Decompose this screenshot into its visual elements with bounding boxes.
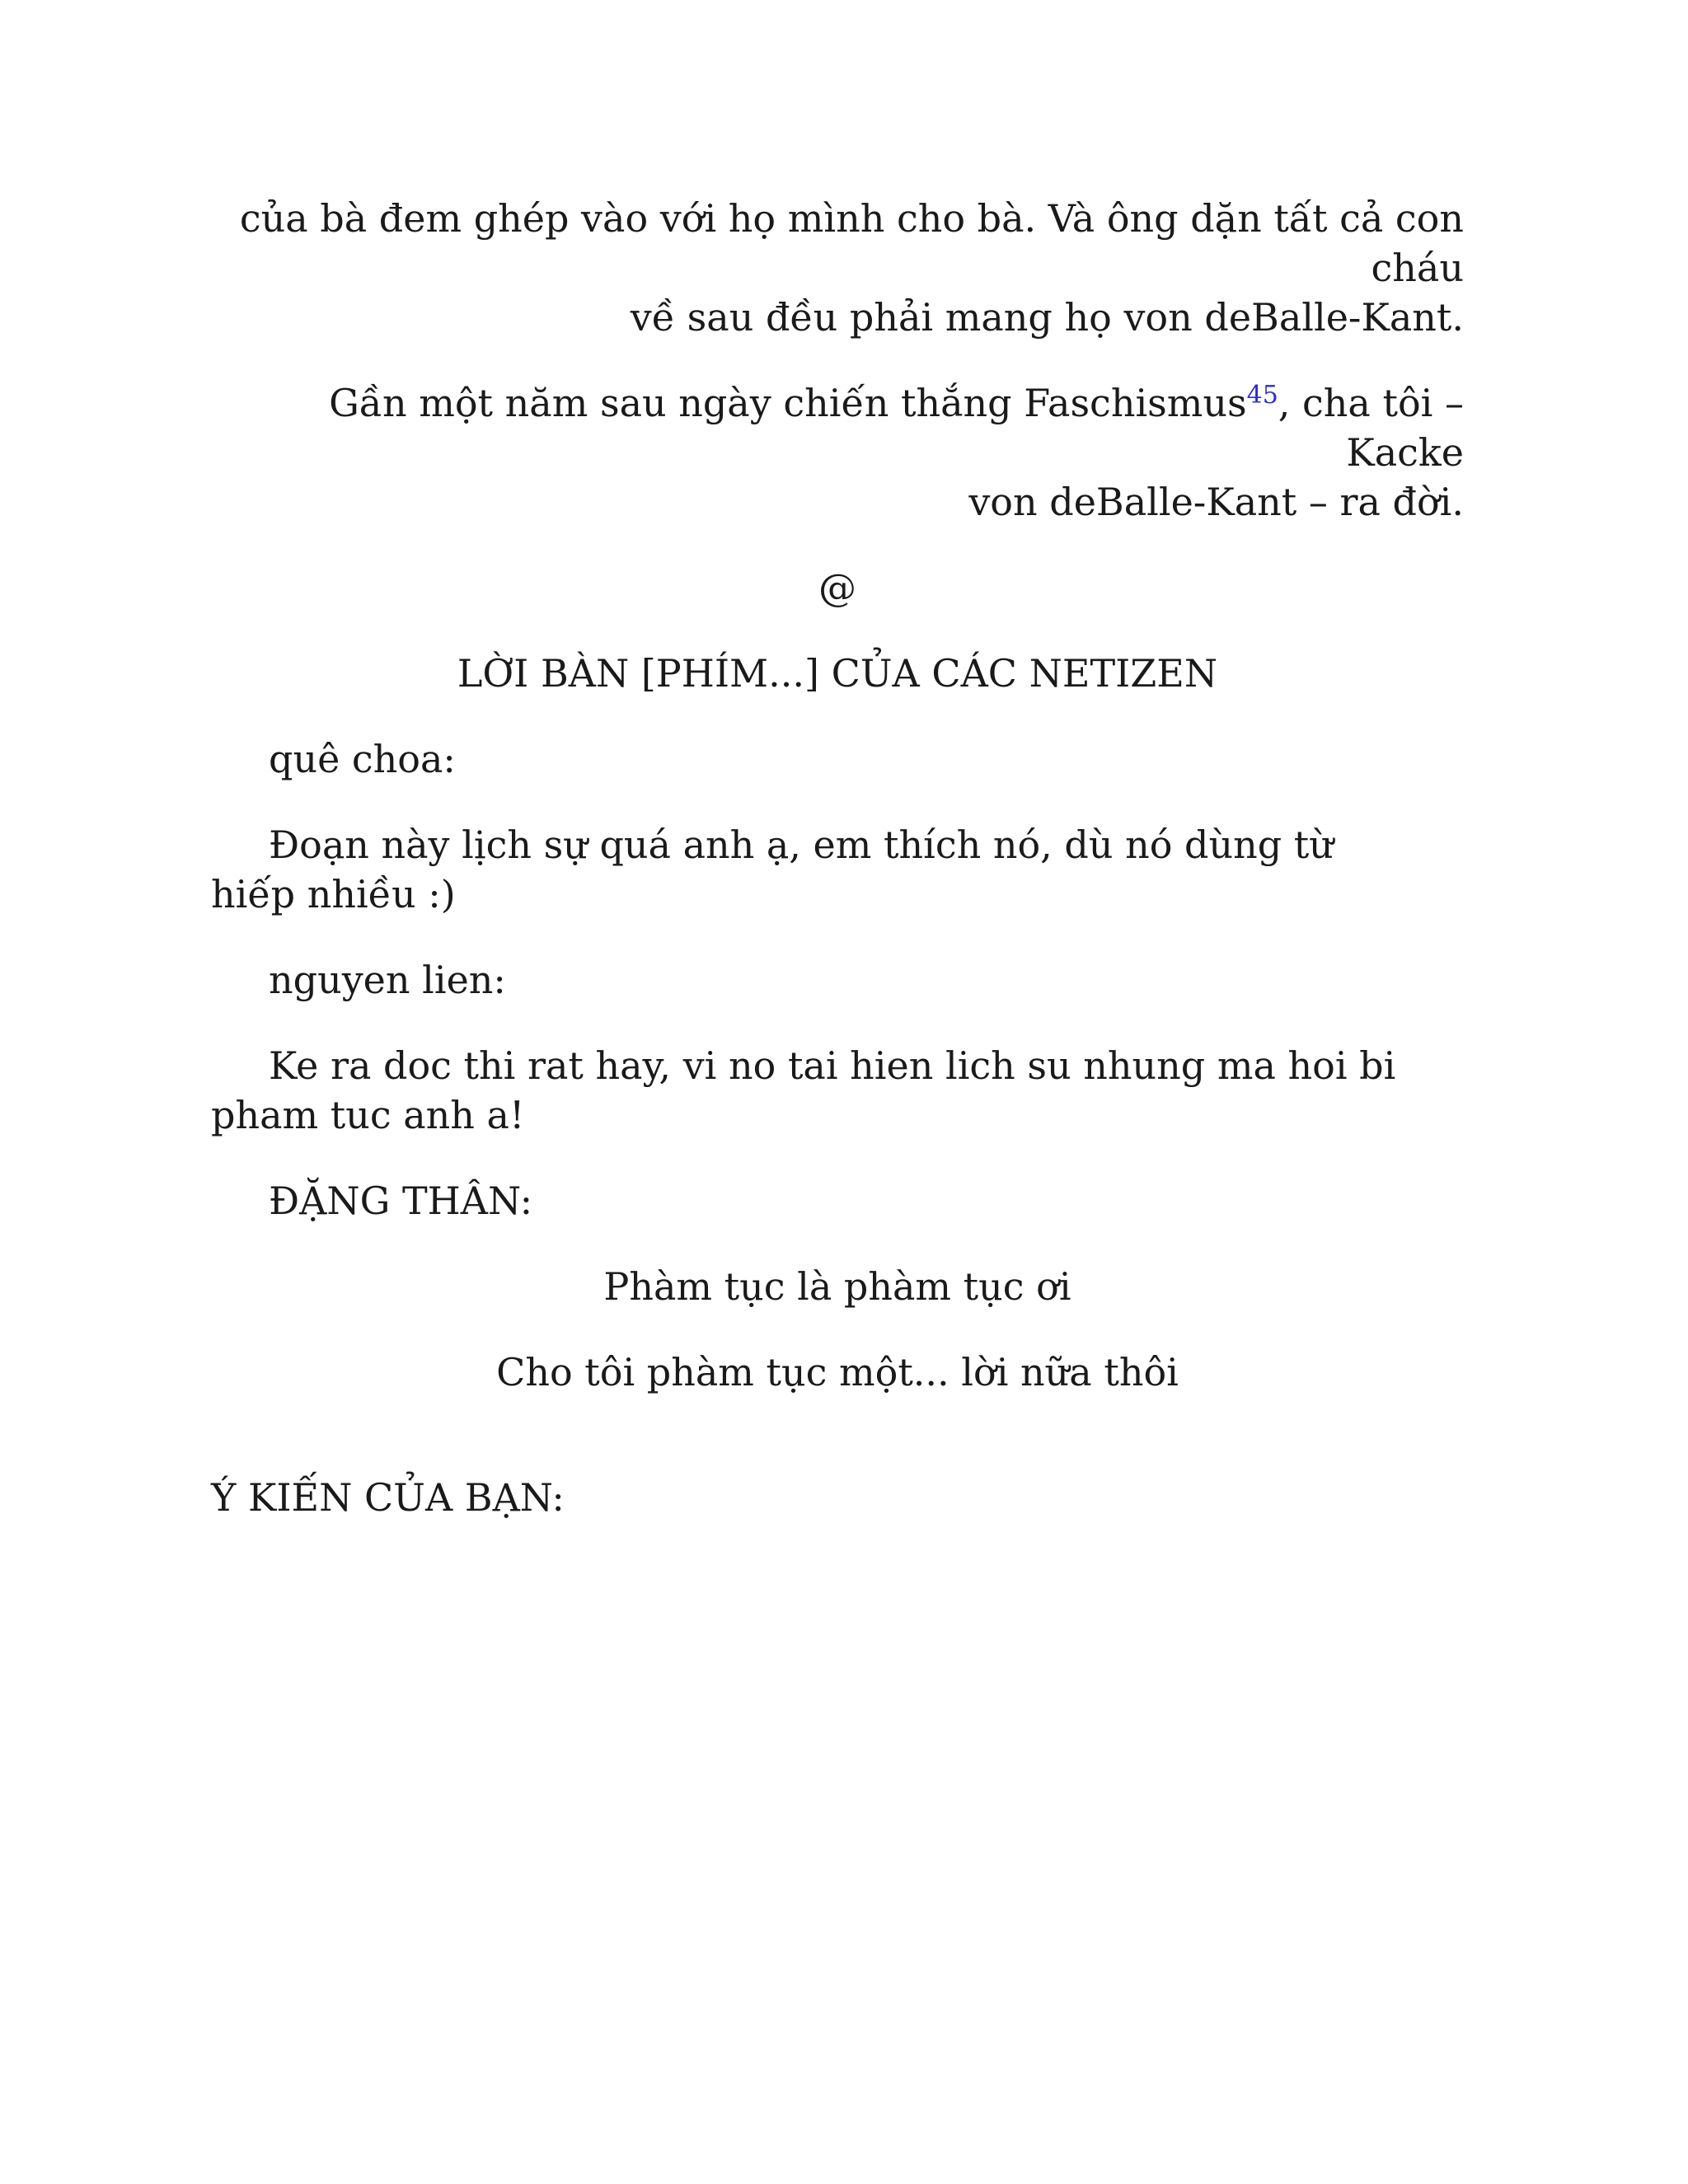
spacer: [211, 1311, 1464, 1347]
comment-text: Ke ra doc thi rat hay, vi no tai hien lich su nhung ma hoi bi pham tuc anh a!: [211, 1043, 1396, 1137]
spacer: [211, 1226, 1464, 1262]
spacer: [211, 612, 1464, 649]
spacer: [211, 1140, 1464, 1176]
spacer: [211, 919, 1464, 955]
section-heading: LỜI BÀN [PHÍM...] CỦA CÁC NETIZEN: [457, 651, 1218, 696]
paragraph-1-line-1: của bà đem ghép vào với họ mình cho bà. Và ông dặn tất cả con cháu: [239, 196, 1464, 290]
paragraph-2-text-after: , cha tôi – Kacke: [1278, 381, 1464, 475]
verse-line-1: Phàm tục là phàm tục ơi: [603, 1264, 1071, 1309]
footer-prompt: Ý KIẾN CỦA BẠN:: [211, 1475, 565, 1520]
paragraph-1-line-2: về sau đều phải mang họ von deBalle-Kant.: [630, 295, 1464, 340]
comment-text: Đoạn này lịch sự quá anh ạ, em thích nó, dù nó dùng từ hiếp nhiều :): [211, 823, 1334, 916]
spacer: [211, 342, 1464, 378]
document-page: [211, 194, 1464, 1522]
paragraph-2-line-2: von deBalle-Kant – ra đời.: [968, 480, 1464, 524]
verse-line-2: Cho tôi phàm tục một... lời nữa thôi: [496, 1350, 1179, 1394]
spacer: [211, 1397, 1464, 1473]
spacer: [211, 784, 1464, 820]
reply-author: ĐẶNG THÂN:: [269, 1179, 533, 1223]
separator-symbol: @: [818, 565, 856, 610]
spacer: [211, 1005, 1464, 1041]
footnote-link[interactable]: 45: [1246, 381, 1278, 410]
comment-author: nguyen lien:: [269, 958, 506, 1002]
paragraph-2-line-1: [211, 378, 1464, 477]
comment-author: quê choa:: [269, 737, 456, 781]
spacer: [211, 527, 1464, 563]
paragraph-2-text-before: Gần một năm sau ngày chiến thắng Faschismus: [329, 381, 1247, 425]
spacer: [211, 698, 1464, 734]
